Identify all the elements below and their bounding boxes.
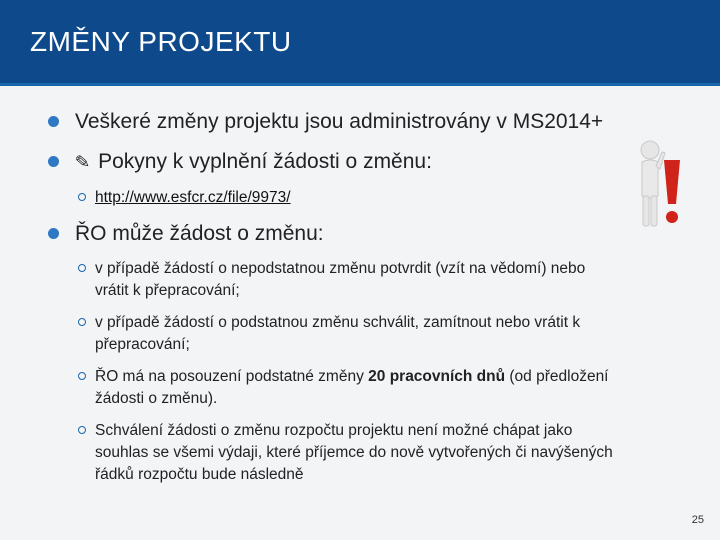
sub-bullet-text: vrátit k přepracování;: [95, 282, 240, 299]
bullet-3: [48, 220, 324, 248]
sub-bullet-text: (od předložení: [505, 368, 609, 385]
sub-bullet-link: [78, 187, 291, 209]
sub-bullet-ring: [78, 318, 86, 326]
pencil-icon: ✎: [74, 151, 91, 173]
pokyny-link[interactable]: http://www.esfcr.cz/file/9973/: [95, 189, 291, 206]
sub-bullet-text: v případě žádostí o nepodstatnou změnu potvrdit (vzít na vědomí) nebo: [95, 260, 586, 277]
bullet-dot: [48, 228, 59, 239]
sub-bullet-2: [78, 312, 580, 356]
sub-bullet-text: řádků rozpočtu bude následně: [95, 466, 304, 483]
bullet-dot: [48, 156, 59, 167]
sub-bullet-ring: [78, 372, 86, 380]
sub-bullet-1: [78, 258, 585, 302]
sub-bullet-ring: [78, 193, 86, 201]
sub-bullet-text: přepracování;: [95, 336, 190, 353]
sub-bullet-4: [78, 420, 613, 486]
bullet-text: Veškeré změny projektu jsou administrovány v MS2014+: [75, 110, 604, 133]
bullet-text: ŘO může žádost o změnu:: [75, 222, 324, 245]
bullet-text: Pokyny k vyplnění žádosti o změnu:: [98, 150, 432, 173]
bullet-2: [48, 148, 432, 176]
page-number: 25: [691, 514, 704, 526]
sub-bullet-text: v případě žádostí o podstatnou změnu schválit, zamítnout nebo vrátit k: [95, 314, 581, 331]
slide-title: ZMĚNY PROJEKTU: [30, 26, 292, 57]
highlight-days: 20 pracovních dnů: [368, 368, 506, 385]
bullet-dot: [48, 116, 59, 127]
sub-bullet-ring: [78, 264, 86, 272]
sub-bullet-text: souhlas se všemi výdaji, které příjemce do nově vytvořených či navýšených: [95, 444, 613, 461]
sub-bullet-text: žádosti o změnu).: [95, 390, 218, 407]
sub-bullet-3: [78, 366, 609, 410]
sub-bullet-text: ŘO má na posouzení podstatné změny: [95, 368, 369, 385]
figure-with-exclamation-icon: [636, 138, 686, 230]
bullet-1: [48, 108, 603, 136]
sub-bullet-ring: [78, 426, 86, 434]
sub-bullet-text: Schválení žádosti o změnu rozpočtu projektu není možné chápat jako: [95, 422, 573, 439]
